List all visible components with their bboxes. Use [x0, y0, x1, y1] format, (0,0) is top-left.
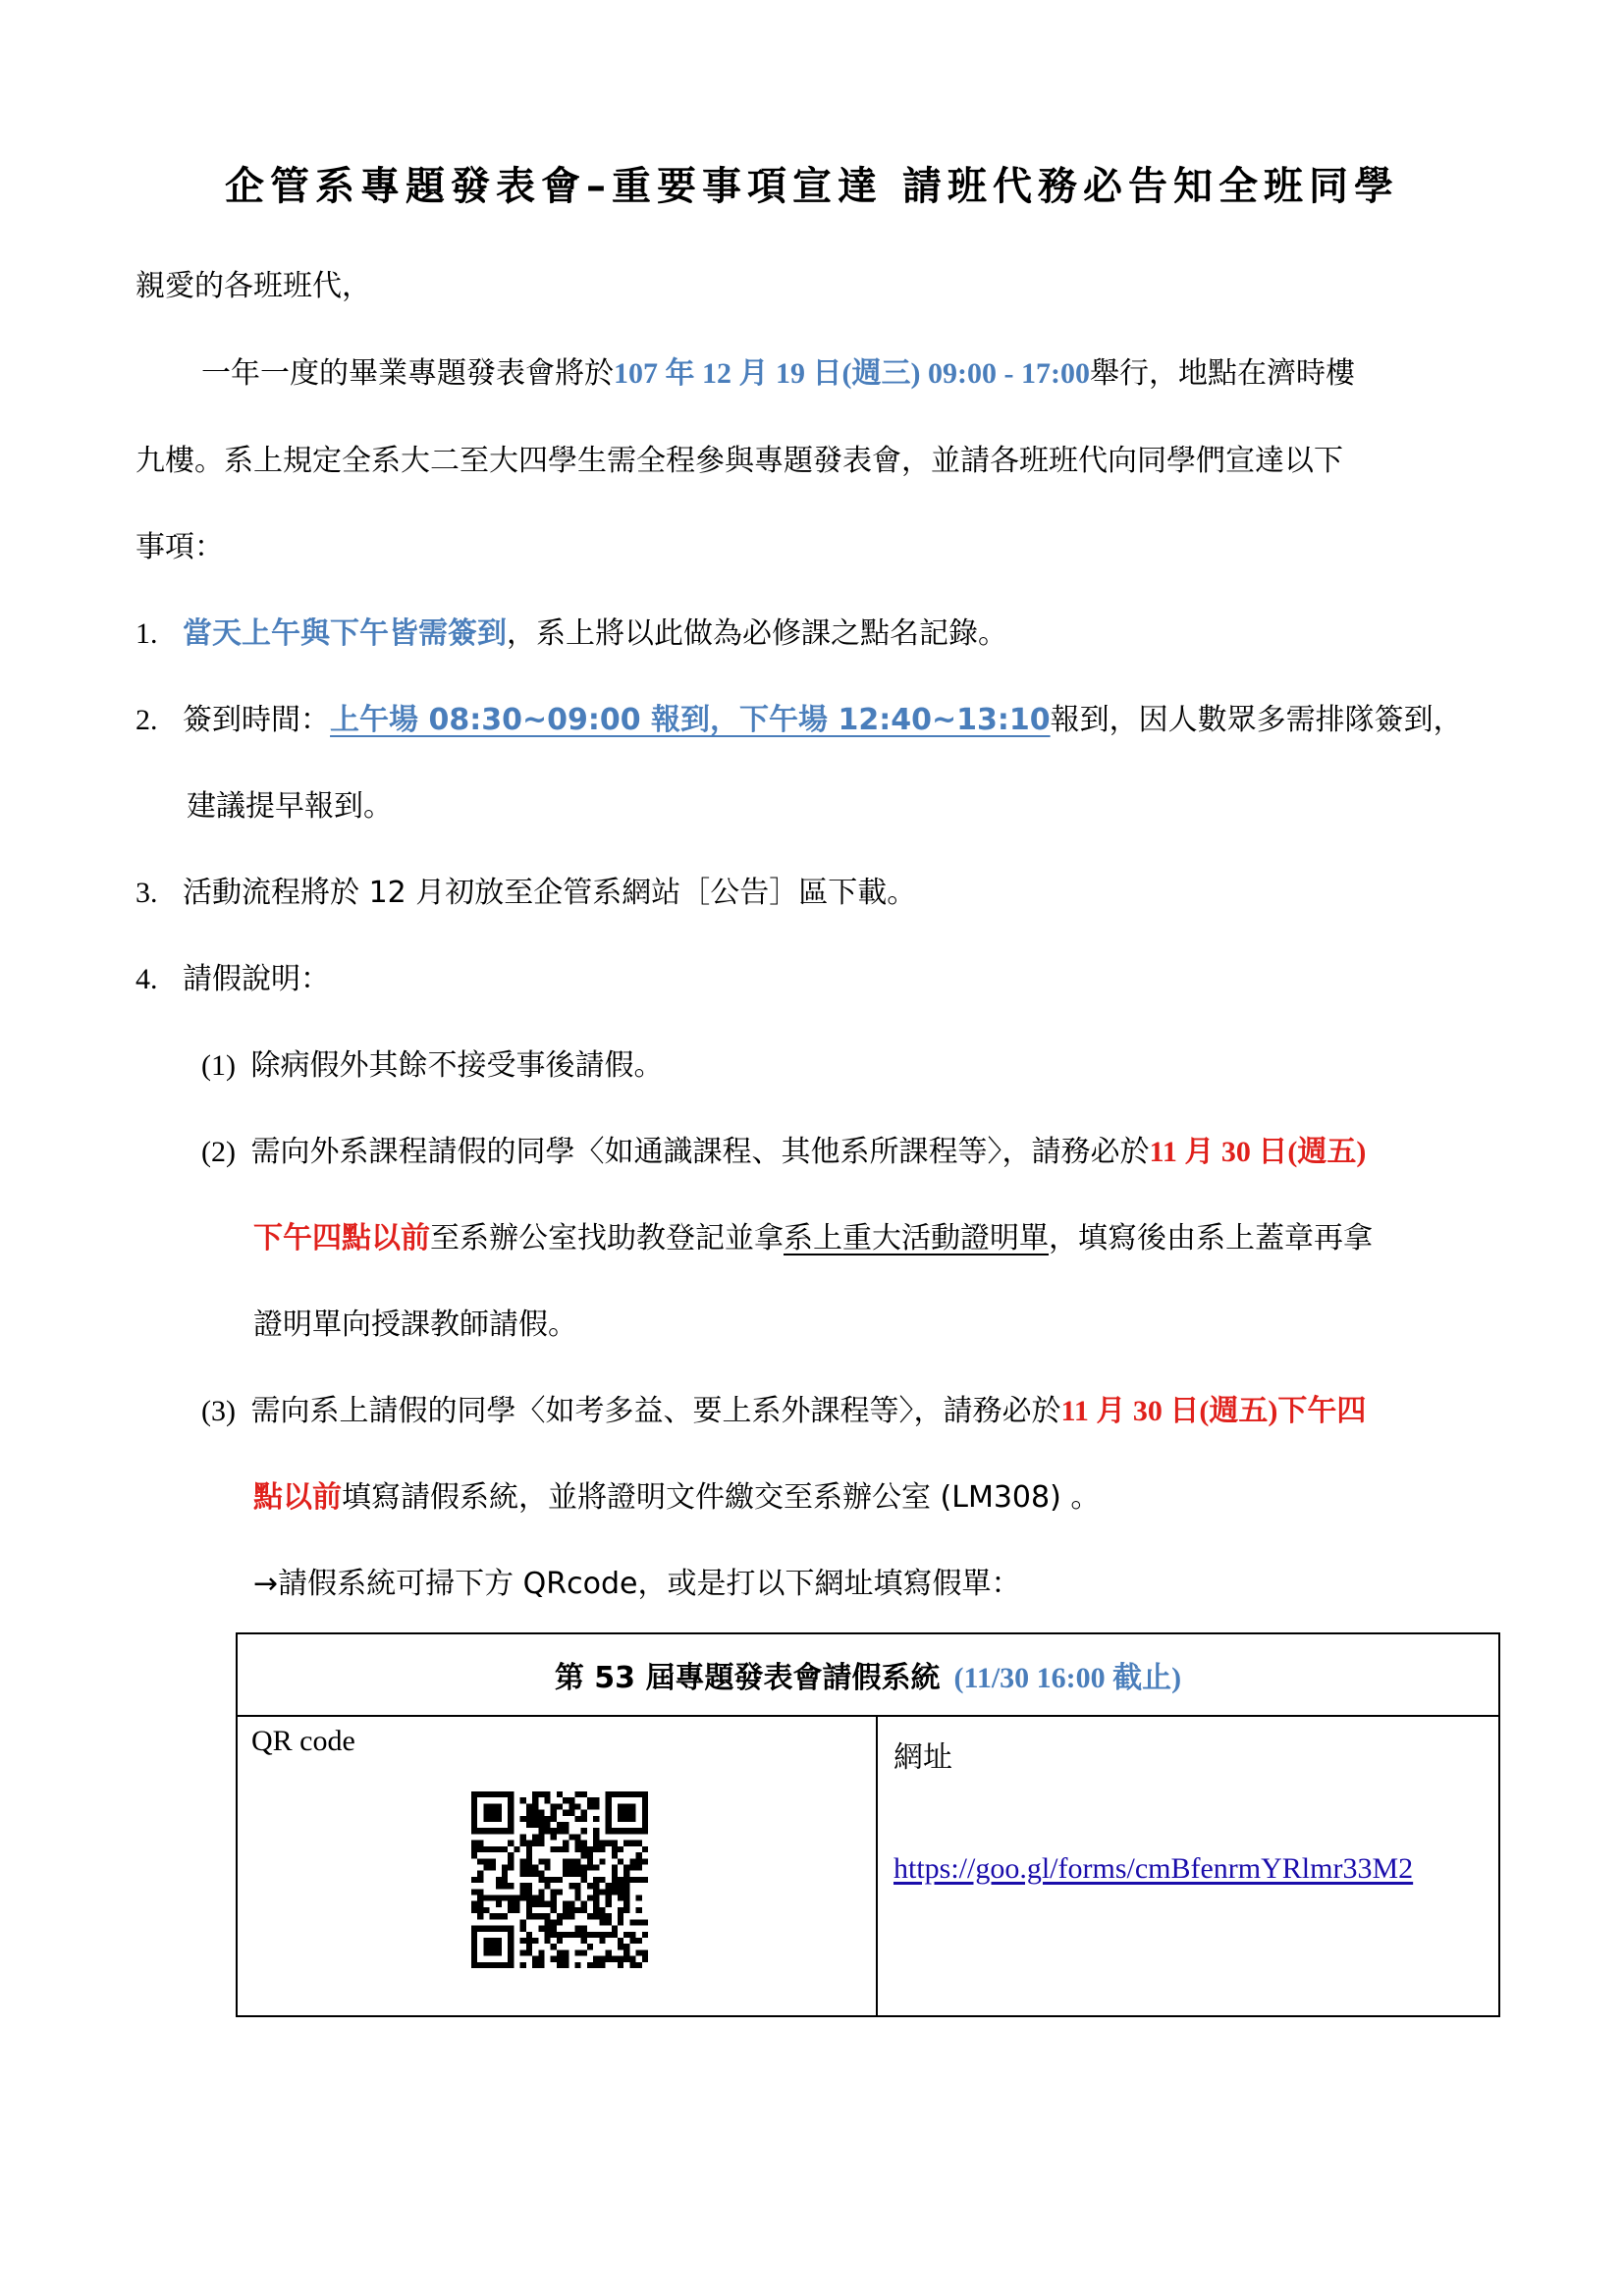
leave-text: 需向外系課程請假的同學〈如通識課程、其他系所課程等〉，請務必於: [250, 1135, 1150, 1169]
list-item-2-cont: 建議提早報到。: [187, 789, 393, 824]
item-text: 活動流程將於 12 月初放至企管系網站［公告］區下載。: [183, 876, 917, 910]
event-date: 107 年 12 月 19 日(週三) 09:00 - 17:00: [614, 357, 1090, 390]
leave-item-1: [201, 1046, 664, 1086]
leave-item-2-cont2: 證明單向授課教師請假。: [253, 1308, 577, 1342]
intro-line-3: 事項：: [135, 530, 224, 564]
leave-item-2-cont: [253, 1219, 1373, 1258]
item-number: 3.: [135, 877, 158, 909]
item-number: 4.: [135, 963, 158, 995]
leave-text: 需向系上請假的同學〈如考多益、要上系外課程等〉，請務必於: [250, 1394, 1061, 1428]
table-header: [238, 1634, 1498, 1717]
item-text: 簽到時間：: [183, 703, 331, 737]
leave-text: 填寫請假系統，並將證明文件繳交至系辦公室 (LM308) 。: [342, 1480, 1101, 1515]
list-item-1: [135, 614, 1007, 654]
leave-text: ，填寫後由系上蓋章再拿: [1049, 1221, 1373, 1255]
item-text: 報到，因人數眾多需排隊簽到，: [1050, 703, 1463, 737]
qr-label: QR code: [251, 1725, 355, 1757]
item-text: 請假說明：: [183, 962, 331, 996]
item-text: ，系上將以此做為必修課之點名記錄。: [507, 616, 1008, 651]
leave-text: 至系辦公室找助教登記並拿: [430, 1221, 784, 1255]
deadline-date: 11 月 30 日(週五): [1149, 1136, 1367, 1168]
leave-number: (2): [201, 1136, 236, 1168]
greeting: 親愛的各班班代，: [135, 269, 371, 303]
qr-code-icon[interactable]: [471, 1791, 648, 1968]
sign-in-times: 上午場 08:30~09:00 報到，下午場 12:40~13:10: [330, 703, 1051, 737]
item-number: 1.: [135, 617, 158, 650]
table-title: 第 53 屆專題發表會請假系統: [554, 1661, 941, 1695]
qr-instruction: →請假系統可掃下方 QRcode，或是打以下網址填寫假單：: [253, 1567, 1021, 1601]
list-item-2: [135, 701, 1463, 740]
list-item-3: [135, 874, 916, 913]
leave-form-link[interactable]: https://goo.gl/forms/cmBfenrmYRlmr33M2: [893, 1852, 1414, 1885]
activity-certificate: 系上重大活動證明單: [784, 1221, 1049, 1255]
leave-item-3-cont: [253, 1478, 1100, 1518]
item-highlight: 當天上午與下午皆需簽到: [183, 616, 508, 651]
list-item-4: [135, 960, 330, 999]
leave-system-table: [236, 1632, 1500, 2017]
leave-item-2: [201, 1133, 1366, 1172]
intro-text: 一年一度的畢業專題發表會將於: [201, 356, 614, 391]
leave-number: (3): [201, 1395, 236, 1427]
item-number: 2.: [135, 704, 158, 736]
url-label: 網址: [893, 1740, 952, 1775]
deadline-date: 11 月 30 日(週五)下午四: [1060, 1395, 1367, 1427]
leave-item-3: [201, 1392, 1366, 1431]
deadline-time: 點以前: [253, 1480, 342, 1515]
page-title: 企管系專題發表會–重要事項宣達 請班代務必告知全班同學: [225, 164, 1399, 209]
table-deadline: (11/30 16:00 截止): [953, 1662, 1182, 1694]
intro-line-2: 九樓。系上規定全系大二至大四學生需全程參與專題發表會，並請各班班代向同學們宣達以下: [135, 444, 1343, 478]
leave-text: 除病假外其餘不接受事後請假。: [250, 1048, 664, 1083]
intro-line-1: [201, 354, 1355, 394]
deadline-time: 下午四點以前: [253, 1221, 430, 1255]
intro-location: 舉行，地點在濟時樓: [1089, 356, 1355, 391]
leave-number: (1): [201, 1049, 236, 1082]
table-divider: [876, 1717, 878, 2017]
